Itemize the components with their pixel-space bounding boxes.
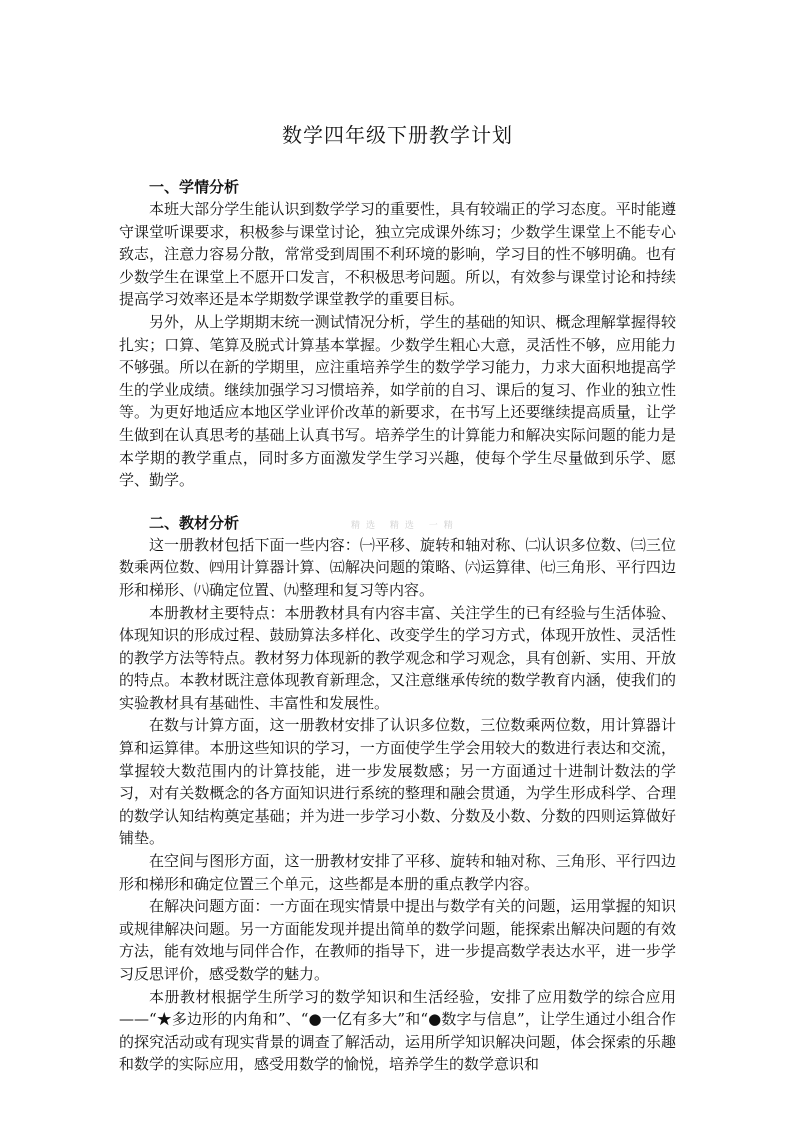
paragraph: 在数与计算方面，这一册教材安排了认识多位数，三位数乘两位数，用计算器计算和运算律。本册这些知识的学习，一方面使学生学会用较大的数进行表达和交流，掌握较大数范围内的计算技能，进一步发展数感；另一方面通过十进制计数法的学习，对有关数概念的各方面知识进行系统的整理和融会贯通，为学生形成科学、合理的数学认知结构奠定基础；并为进一步学习小数、分数及小数、分数的四则运算做好铺垫。 bbox=[119, 716, 676, 848]
paragraph: 在空间与图形方面，这一册教材安排了平移、旋转和轴对称、三角形、平行四边形和梯形和确定位置三个单元，这些都是本册的重点教学内容。 bbox=[119, 852, 676, 893]
paragraph: 在解决问题方面：一方面在现实情景中提出与数学有关的问题，运用掌握的知识或规律解决问题。另一方面能发现并提出简单的数学问题，能探索出解决问题的有效方法，能有效地与同伴合作，在教师的指导下，进一步提高数学表达水平，进一步学习反思评价，感受数学的魅力。 bbox=[119, 897, 676, 983]
paragraph: 本册教材根据学生所学习的数学知识和生活经验，安排了应用数学的综合应用——“★多边形的内角和”、“●一亿有多大”和“●数字与信息”，让学生通过小组合作的探究活动或有现实背景的调查了解活动，运用所学知识解决问题，体会探索的乐趣和数学的实际应用，感受用数学的愉悦，培养学生的数学意识和 bbox=[119, 987, 676, 1074]
faint-watermark: 精选 精选 一精 bbox=[351, 520, 459, 531]
section-heading bbox=[119, 512, 676, 534]
paragraph: 本册教材主要特点：本册教材具有内容丰富、关注学生的已有经验与生活体验、体现知识的形成过程、鼓励算法多样化、改变学生的学习方式，体现开放性、灵活性的教学方法等特点。教材努力体现新的教学观念和学习观念，具有创新、实用、开放的特点。本教材既注意体现教育新理念，又注意继承传统的数学教育内涵，使我们的实验教材具有基础性、丰富性和发展性。 bbox=[119, 603, 676, 712]
paragraph: 另外，从上学期期末统一测试情况分析，学生的基础的知识、概念理解掌握得较扎实；口算、笔算及脱式计算基本掌握。少数学生粗心大意，灵活性不够，应用能力不够强。所以在新的学期里，应注重培养学生的数学学习能力，力求大面积地提高学生的学业成绩。继续加强学习习惯培养，如学前的自习、课后的复习、作业的独立性等。为更好地适应本地区学业评价改革的新要求，在书写上还要继续提高质量，让学生做到在认真思考的基础上认真书写。培养学生的计算能力和解决实际问题的能力是本学期的教学重点，同时多方面激发学生学习兴趣，使每个学生尽量做到乐学、愿学、勤学。 bbox=[119, 312, 676, 490]
paragraph: 本班大部分学生能认识到数学学习的重要性，具有较端正的学习态度。平时能遵守课堂听课要求，积极参与课堂讨论，独立完成课外练习；少数学生课堂上不能专心致志，注意力容易分散，常常受到周围不利环境的影响，学习目的性不够明确。也有少数学生在课堂上不愿开口发言，不积极思考问题。所以，有效参与课堂讨论和持续提高学习效率还是本学期数学课堂教学的重要目标。 bbox=[119, 200, 676, 309]
section-heading-text: 二、教材分析 bbox=[149, 513, 240, 532]
document-title: 数学四年级下册教学计划 bbox=[282, 123, 513, 147]
section-heading: 一、学情分析 bbox=[149, 178, 240, 196]
section-textbook-analysis bbox=[119, 512, 676, 1076]
section-spacer bbox=[119, 492, 676, 512]
section-student-analysis bbox=[119, 176, 676, 492]
document-page bbox=[119, 120, 676, 1076]
paragraph: 这一册教材包括下面一些内容：㈠平移、旋转和轴对称、㈡认识多位数、㈢三位数乘两位数、㈣用计算器计算、㈤解决问题的策略、㈥运算律、㈦三角形、平行四边形和梯形、㈧确定位置、㈨整理和复习等内容。 bbox=[119, 535, 676, 599]
